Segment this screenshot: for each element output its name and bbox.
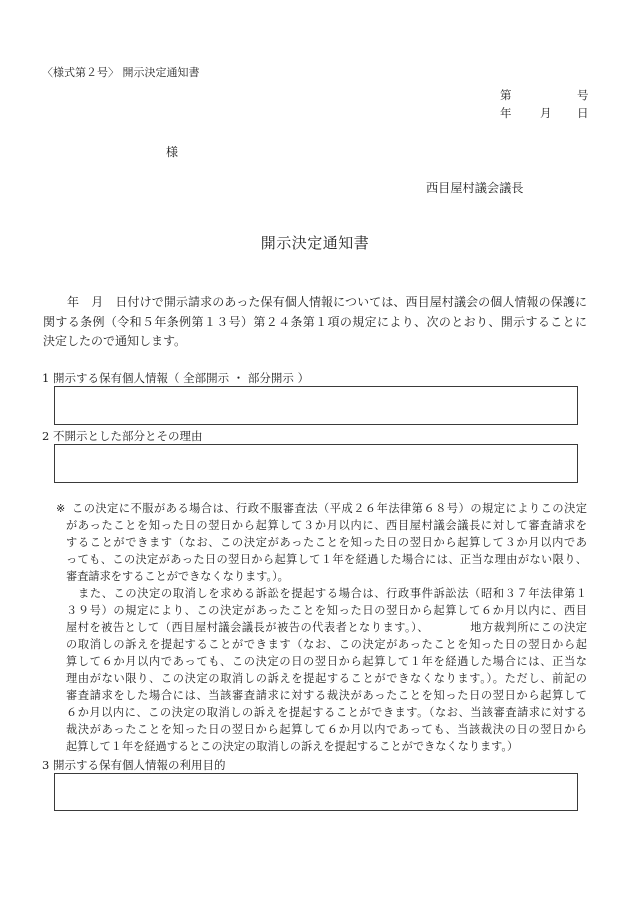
notice-line: っても、この決定があった日の翌日から起算して１年を経過した場合には、正当な理由がない限り、 xyxy=(66,553,587,566)
notice-line: 起算して１年を経過するとこの決定の取消しの訴えを提起することができなくなります。） xyxy=(66,740,519,753)
notice-line: ６か月以内に、この決定の取消しの訴えを提起することができます。（なお、当該審査請求に対する xyxy=(66,706,587,719)
section3-box xyxy=(54,773,578,811)
section1-box xyxy=(54,386,578,425)
date-month: 月 xyxy=(540,106,552,120)
notice-line: の取消しの訴えを提起することができます（なお、この決定があったことを知った日の翌日から起 xyxy=(66,638,587,651)
document-title: 開示決定通知書 xyxy=(260,234,370,252)
section1-label: 1 開示する保有個人情報（ 全部開示 ・ 部分開示 ） xyxy=(42,371,310,385)
form-label: 〈様式第２号〉 開示決定通知書 xyxy=(42,66,200,79)
notice-line: 屋村を被告として（西目屋村議会議長が被告の代表者となります。）、 地方裁判所にこの決定 xyxy=(66,621,587,634)
notice-line: ３９号）の規定により、この決定があったことを知った日の翌日から起算して６か月以内に、西目 xyxy=(66,604,587,617)
section2-box xyxy=(54,444,578,483)
body-line: 決定したので通知します。 xyxy=(43,334,187,348)
number-dai: 第 xyxy=(500,88,512,102)
notice-line: 審査請求をすることができなくなります。）。 xyxy=(66,570,289,583)
notice-mark: ※ xyxy=(56,502,66,515)
body-line: 年 月 日付けで開示請求のあった保有個人情報については、西目屋村議会の個人情報の保護に xyxy=(67,295,587,309)
notice-line: この決定に不服がある場合は、行政不服審査法（平成２６年法律第６８号）の規定によりこの決定 xyxy=(72,502,587,515)
notice-line: 審査請求をした場合には、当該審査請求に対する裁決があったことを知った日の翌日から起算して xyxy=(66,689,587,702)
notice-line: 理由がない限り、この決定の取消しの訴えを提起することができなくなります。）。ただし、前記の xyxy=(66,672,587,685)
notice-line: 裁決があったことを知った日の翌日から起算して６か月以内であっても、当該裁決の日の翌日から xyxy=(66,723,587,736)
notice-line: また、この決定の取消しを求める訴訟を提起する場合は、行政事件訴訟法（昭和３７年法律第１ xyxy=(78,587,587,600)
body-line: 関する条例（令和５年条例第１３号）第２４条第１項の規定により、次のとおり、開示することに xyxy=(43,315,587,329)
sender-name: 西目屋村議会議長 xyxy=(426,181,524,195)
section2-label: 2 不開示とした部分とその理由 xyxy=(42,429,203,443)
number-go: 号 xyxy=(577,88,589,102)
addressee-suffix: 様 xyxy=(166,145,179,159)
notice-line: 算して６か月以内であっても、この決定の日の翌日から起算して１年を経過した場合には、正当な xyxy=(66,655,587,668)
notice-line: することができます（なお、この決定があったことを知った日の翌日から起算して３か月以内であ xyxy=(66,536,587,549)
section3-label: 3 開示する保有個人情報の利用目的 xyxy=(42,758,226,772)
date-year: 年 xyxy=(500,106,512,120)
notice-line: があったことを知った日の翌日から起算して３か月以内に、西目屋村議会議長に対して審査請求を xyxy=(66,519,587,532)
date-day: 日 xyxy=(577,106,589,120)
